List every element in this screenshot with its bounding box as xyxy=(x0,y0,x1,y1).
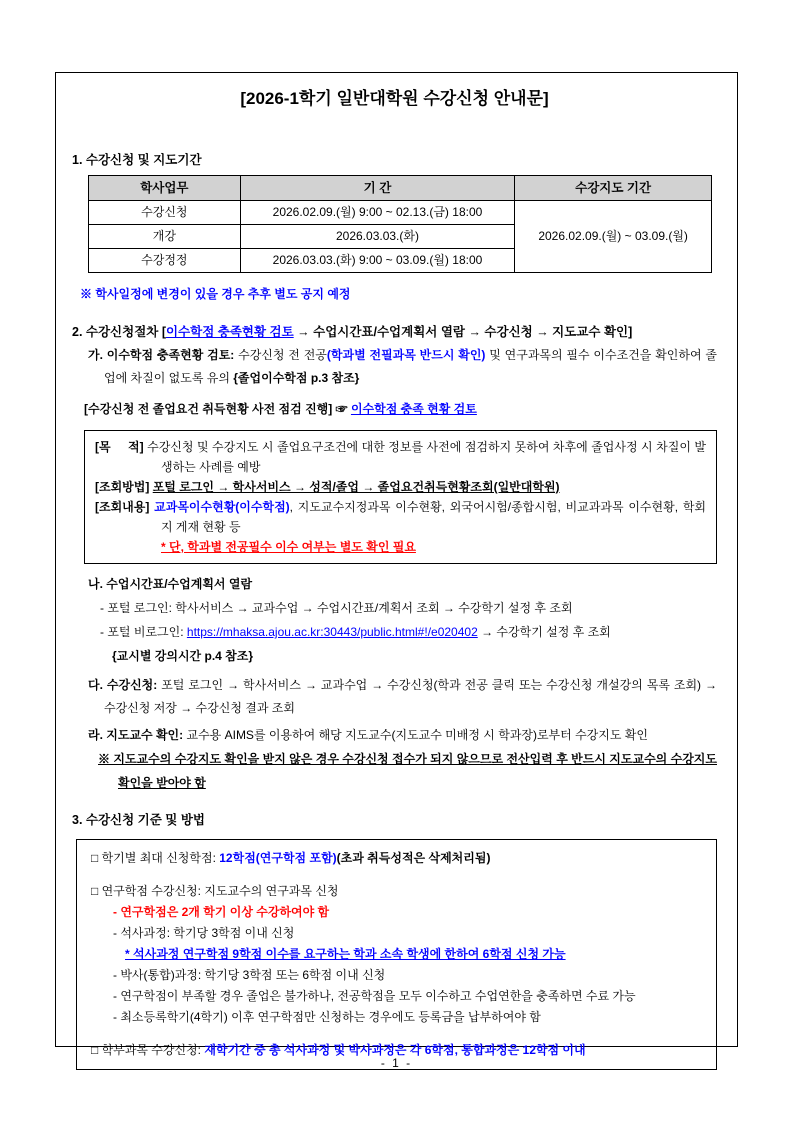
task-cell: 수강정정 xyxy=(89,249,241,273)
method-text: 포털 로그인 → 학사서비스 → 성적/졸업 → 졸업요건취득현황조회(일반대학원) xyxy=(152,480,560,494)
purpose-text: 수강신청 및 수강지도 시 졸업요구조건에 대한 정보를 사전에 점검하지 못하여 차후에 졸업사정 시 차질이 발생하는 사례를 예방 xyxy=(147,440,706,474)
timetable-url-link[interactable]: https://mhaksa.ajou.ac.kr:30443/public.html#!/e020402 xyxy=(186,625,478,639)
method-label: [조회방법] xyxy=(95,480,153,494)
purpose-label: [목 적] xyxy=(95,440,148,454)
max-credits-highlight: 12학점(연구학점 포함) xyxy=(219,851,337,865)
item-ga-paragraph xyxy=(88,344,717,390)
period-cell: 2026.03.03.(화) xyxy=(240,225,515,249)
content-highlight: 교과목이수현황(이수학점) xyxy=(154,500,290,514)
item-ga-text1: 수강신청 전 전공 xyxy=(234,348,327,362)
content-text: , 지도교수지정과목 이수현황, 외국어시험/종합시험, 비교과과목 이수현황, 학회지 게재 현황 등 xyxy=(161,500,706,534)
period-cell: 2026.02.09.(월) 9:00 ~ 02.13.(금) 18:00 xyxy=(240,201,515,225)
graduation-requirement-info-box xyxy=(84,430,717,564)
precheck-review-link[interactable]: 이수학점 충족 현황 검토 xyxy=(350,402,477,416)
table-row-register xyxy=(89,201,712,225)
research-credits-sub4: - 연구학점이 부족할 경우 졸업은 불가하나, 전공학점을 모두 이수하고 수업연한을 충족하면 수료 가능 xyxy=(113,989,636,1003)
major-required-warning: * 단, 학과별 전공필수 이수 여부는 별도 확인 필요 xyxy=(161,540,416,554)
item-na-block xyxy=(72,572,717,668)
undergrad-courses-label: □ 학부과목 수강신청: xyxy=(91,1043,205,1057)
max-credits-bold: (초과 취득성적은 삭제처리됨) xyxy=(336,851,491,865)
section2-heading-suffix: → 수업시간표/수업계획서 열람 → 수강신청 → 지도교수 확인] xyxy=(293,325,633,339)
col-header-period: 기 간 xyxy=(240,176,515,201)
item-na-label: 나. 수업시간표/수업계획서 열람 xyxy=(88,577,253,591)
research-credits-item: □ 연구학점 수강신청: 지도교수의 연구과목 신청 xyxy=(91,884,339,898)
item-ga-text2: 및 연구과목의 필수 이수조건을 확인하여 졸업에 차질이 없도록 유의 xyxy=(104,348,717,385)
guidance-period-cell: 2026.02.09.(월) ~ 03.09.(월) xyxy=(515,201,712,273)
page-number: - 1 - xyxy=(380,1056,413,1070)
item-ra-label: 라. 지도교수 확인: xyxy=(88,728,184,742)
section3-heading: 3. 수강신청 기준 및 방법 xyxy=(72,813,205,827)
item-ra-paragraph xyxy=(88,723,717,747)
research-credits-sub2: - 석사과정: 학기당 3학점 이내 신청 xyxy=(113,926,295,940)
item-ra-block xyxy=(72,723,717,795)
item-da-text: 포털 로그인 → 학사서비스 → 교과수업 → 수강신청(학과 전공 클릭 또는 수강신청 개설강의 목록 조회) → 수강신청 저장 → 수강신청 결과 조회 xyxy=(104,678,717,715)
research-credits-sub2-note: * 석사과정 연구학점 9학점 이수를 요구하는 학과 소속 학생에 한하여 6학점 신청 가능 xyxy=(125,947,566,961)
item-ga-reference: {졸업이수학점 p.3 참조} xyxy=(233,371,360,385)
item-na-line2-prefix: - 포털 비로그인: xyxy=(100,625,187,639)
task-cell: 수강신청 xyxy=(89,201,241,225)
item-ra-text: 교수용 AIMS를 이용하여 해당 지도교수(지도교수 미배정 시 학과장)로부터 수강지도 확인 xyxy=(183,728,648,742)
col-header-guidance: 수강지도 기간 xyxy=(515,176,712,201)
header-row xyxy=(89,176,712,201)
schedule-table-header xyxy=(89,176,712,201)
registration-criteria-box xyxy=(76,839,717,1070)
col-header-task: 학사업무 xyxy=(89,176,241,201)
research-credits-sub3: - 박사(통합)과정: 학기당 3학점 또는 6학점 이내 신청 xyxy=(113,968,386,982)
content-entry xyxy=(95,497,706,537)
undergrad-courses-highlight: 재학기간 중 총 석사과정 및 박사과정은 각 6학점, 통합과정은 12학점 이내 xyxy=(204,1043,586,1057)
research-credits-sub1: - 연구학점은 2개 학기 이상 수강하여야 함 xyxy=(113,905,330,919)
item-ga-highlight: (학과별 전필과목 반드시 확인) xyxy=(326,348,486,362)
max-credits-item xyxy=(91,848,702,869)
item-da-label: 다. 수강신청: xyxy=(88,678,158,692)
section1-heading: 1. 수강신청 및 지도기간 xyxy=(72,153,202,167)
research-credits-sub5: - 최소등록학기(4학기) 이후 연구학점만 신청하는 경우에도 등록금을 납부하여야 함 xyxy=(113,1010,541,1024)
method-entry xyxy=(95,477,706,497)
item-na-line2-suffix: → 수강학기 설정 후 조회 xyxy=(477,625,611,639)
credit-status-review-link[interactable]: 이수학점 충족현황 검토 xyxy=(165,325,294,339)
page-title: [2026-1학기 일반대학원 수강신청 안내문] xyxy=(240,89,549,108)
page-border-frame xyxy=(55,72,738,1057)
section2-heading-prefix: 2. 수강신청절차 [ xyxy=(72,325,166,339)
max-credits-label: □ 학기별 최대 신청학점: xyxy=(91,851,220,865)
content-label: [조회내용] xyxy=(95,500,155,514)
schedule-table-body xyxy=(89,201,712,273)
precheck-label: [수강신청 전 졸업요건 취득현황 사전 점검 진행] xyxy=(84,402,336,416)
item-ga-label: 가. 이수학점 충족현황 검토: xyxy=(88,348,235,362)
schedule-table xyxy=(88,175,712,273)
period-cell: 2026.03.03.(화) 9:00 ~ 03.09.(월) 18:00 xyxy=(240,249,515,273)
item-na-line1: - 포털 로그인: 학사서비스 → 교과수업 → 수업시간표/계획서 조회 → 수강학기 설정 후 조회 xyxy=(100,601,573,615)
advisor-confirmation-warning: ※ 지도교수의 수강지도 확인을 받지 않은 경우 수강신청 접수가 되지 않으므로 전산입력 후 반드시 지도교수의 수강지도 확인을 받아야 함 xyxy=(98,752,717,790)
item-na-reference: {교시별 강의시간 p.4 참조} xyxy=(112,649,254,663)
item-da-paragraph xyxy=(88,674,717,720)
purpose-entry xyxy=(95,437,706,477)
item-na-line2 xyxy=(100,620,717,644)
schedule-change-note: ※ 학사일정에 변경이 있을 경우 추후 별도 공지 예정 xyxy=(80,287,351,301)
section2-heading xyxy=(72,321,717,344)
pointing-hand-icon: ☞ xyxy=(335,402,351,416)
precheck-line xyxy=(84,398,717,421)
task-cell: 개강 xyxy=(89,225,241,249)
